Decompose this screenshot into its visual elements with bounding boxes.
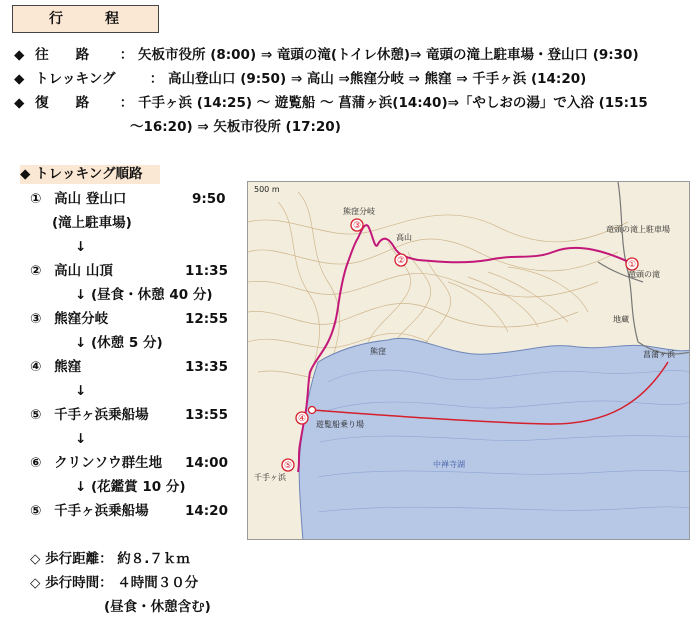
title-char-right: 程 (105, 11, 119, 27)
step-time: 13:35 (185, 359, 228, 375)
bullet: ◆ (14, 95, 25, 111)
step-name: 高山 登山口 (54, 191, 127, 207)
route-step (30, 310, 228, 328)
route-arrow: ↓ (休憩 5 分) (75, 335, 163, 351)
label-kumakubo: 熊窪 (370, 347, 386, 356)
step-name: 熊窪 (54, 359, 82, 375)
itinerary-label: 往 路 (35, 47, 90, 63)
step-number: ② (30, 263, 42, 279)
label-takayama: 高山 (396, 233, 412, 242)
step-time: 13:55 (185, 407, 228, 423)
route-step-note: (滝上駐車場) (52, 215, 132, 231)
route-arrow: ↓ (花鑑賞 10 分) (75, 479, 186, 495)
label-dragon-falls: 竜頭の滝 (628, 270, 660, 279)
route-step (30, 406, 228, 424)
bullet: ◆ (14, 71, 25, 87)
step-time: 14:00 (185, 455, 228, 471)
label-jizo: 地蔵 (613, 315, 629, 324)
itinerary-text: ～16:20) ⇒ 矢板市役所 (17:20) (130, 119, 341, 135)
itinerary-text: ： 矢板市役所 (8:00) ⇒ 竜頭の滝(トイレ休憩)⇒ 竜頭の滝上駐車場・登山口 (9:30) (119, 47, 639, 63)
itinerary-text: ： 高山登山口 (9:50) ⇒ 高山 ⇒熊窪分岐 ⇒ 熊窪 ⇒ 千手ヶ浜 (14:20) (149, 71, 587, 87)
step-time: 12:55 (185, 311, 228, 327)
itinerary-return-cont (130, 118, 341, 136)
route-step (30, 358, 228, 376)
route-arrow: ↓ (昼食・休憩 40 分) (75, 287, 213, 303)
route-step (30, 454, 228, 472)
route-arrow: ↓ (75, 239, 87, 255)
label-shobu: 菖蒲ヶ浜 (643, 350, 675, 359)
step-number: ⑥ (30, 455, 42, 471)
route-step (30, 502, 228, 520)
step-number: ⑤ (30, 503, 42, 519)
step-number: ⑤ (30, 407, 42, 423)
label-kumakubo-junction: 熊窪分岐 (343, 207, 375, 216)
marker-4-label: ④ (297, 414, 307, 424)
bullet: ◆ (14, 47, 25, 63)
marker-5-label: ⑤ (283, 461, 293, 471)
trail-map (247, 181, 690, 540)
route-heading: ◆ トレッキング順路 (20, 165, 160, 184)
itinerary-text: ： 千手ヶ浜 (14:25) ～ 遊覧船 ～ 菖蒲ヶ浜(14:40)⇒「やしおの湯」で入浴 (15:15 (119, 95, 648, 111)
step-name: クリンソウ群生地 (54, 455, 163, 471)
route-arrow: ↓ (75, 431, 87, 447)
lake-chuzenji (299, 338, 690, 540)
pier-point (309, 407, 316, 414)
trail-map-svg (248, 182, 690, 540)
label-parking: 竜頭の滝上駐車場 (606, 225, 670, 234)
label-pier: 遊覧船乗り場 (316, 420, 364, 429)
step-name: 熊窪分岐 (54, 311, 109, 327)
step-number: ④ (30, 359, 42, 375)
marker-2-label: ② (396, 256, 406, 266)
title-char-left: 行 (49, 11, 63, 27)
step-time: 11:35 (185, 263, 228, 279)
walking-distance: ◇ 歩行距離： 約８.７ｋｍ (30, 551, 190, 567)
marker-3-label: ③ (352, 221, 362, 231)
route-step (30, 190, 226, 208)
step-name: 千手ヶ浜乗船場 (54, 407, 149, 423)
label-senju: 千手ヶ浜 (254, 473, 286, 482)
itinerary-outbound (14, 46, 639, 64)
label-lake: 中禅寺湖 (433, 460, 465, 469)
step-number: ③ (30, 311, 42, 327)
step-name: 高山 山頂 (54, 263, 113, 279)
marker-1-label: ① (627, 260, 637, 270)
itinerary-label: 復 路 (35, 95, 90, 111)
step-time: 9:50 (192, 191, 226, 207)
map-scale: 500 m (254, 185, 280, 194)
route-arrow: ↓ (75, 383, 87, 399)
route-step (30, 262, 228, 280)
step-number: ① (30, 191, 42, 207)
step-time: 14:20 (185, 503, 228, 519)
itinerary-label: トレッキング (35, 71, 116, 87)
step-name: 千手ヶ浜乗船場 (54, 503, 149, 519)
walking-duration-note: (昼食・休憩含む) (104, 599, 211, 615)
itinerary-trekking (14, 70, 586, 88)
itinerary-return (14, 94, 648, 112)
walking-duration: ◇ 歩行時間： ４時間３０分 (30, 575, 199, 591)
itinerary-title (12, 5, 159, 33)
